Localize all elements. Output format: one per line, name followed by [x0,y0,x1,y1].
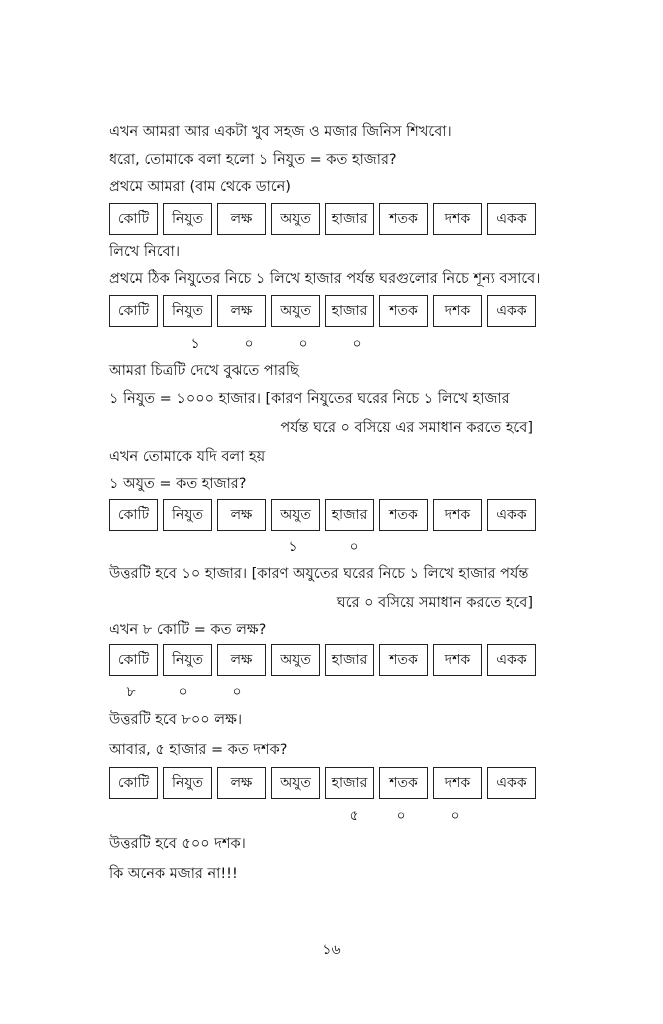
place-box-shotok: শতক [379,499,428,531]
place-box-koti: কোটি [109,203,158,235]
place-box-ekok: একক [487,499,536,531]
after-table-1-line: লিখে নিবো। [109,244,180,260]
result-2-line-1: উত্তরটি হবে ১০ হাজার। [কারণ অযুতের ঘরের নিচে ১ লিখে হাজার পর্যন্ত [109,566,529,582]
digit: ১ [190,336,200,352]
place-box-ojut: অযুত [271,767,320,799]
place-value-table-1 [109,203,539,235]
place-box-ekok: একক [487,295,536,327]
place-box-doshok: দশক [433,203,482,235]
place-box-shotok: শতক [379,644,428,676]
digit-row-5 [109,806,539,826]
instruction-line: প্রথমে ঠিক নিযুতের নিচে ১ লিখে হাজার পর্যন্ত ঘরগুলোর নিচে শূন্য বসাবে। [109,271,541,287]
digit: ০ [232,684,242,700]
question-4: আবার, ৫ হাজার = কত দশক? [109,742,288,758]
result-3: উত্তরটি হবে ৮০০ লক্ষ। [109,712,243,728]
result-2-line-2: ঘরে ০ বসিয়ে সমাধান করতে হবে] [336,595,533,611]
place-box-doshok: দশক [433,295,482,327]
result-1-line-2: পর্যন্ত ঘরে ০ বসিয়ে এর সমাধান করতে হবে] [280,420,533,436]
digit: ০ [450,808,460,824]
place-box-hajar: হাজার [325,767,374,799]
place-box-lokkho: লক্ষ [217,644,266,676]
result-4: উত্তরটি হবে ৫০০ দশক। [109,836,246,852]
place-box-lokkho: লক্ষ [217,767,266,799]
place-value-table-5 [109,767,539,799]
place-box-doshok: দশক [433,644,482,676]
place-box-niyut: নিযুত [163,295,212,327]
digit: ১ [288,539,298,555]
result-1-line-1: ১ নিযুত = ১০০০ হাজার। [কারণ নিযুতের ঘরের নিচে ১ লিখে হাজার [109,391,510,407]
place-box-ekok: একক [487,203,536,235]
place-box-shotok: শতক [379,767,428,799]
place-box-doshok: দশক [433,499,482,531]
place-box-ojut: অযুত [271,203,320,235]
place-box-hajar: হাজার [325,295,374,327]
page-number: ১৬ [322,942,341,958]
digit: ৮ [126,684,136,700]
digit: ০ [244,336,254,352]
place-box-ojut: অযুত [271,644,320,676]
place-box-lokkho: লক্ষ [217,295,266,327]
question-2-line-2: ১ অযুত = কত হাজার? [109,476,247,492]
place-value-table-3 [109,499,539,531]
place-box-hajar: হাজার [325,203,374,235]
place-box-doshok: দশক [433,767,482,799]
place-value-table-4 [109,644,539,676]
place-box-lokkho: লক্ষ [217,203,266,235]
place-box-ojut: অযুত [271,499,320,531]
place-box-lokkho: লক্ষ [217,499,266,531]
place-box-niyut: নিযুত [163,644,212,676]
place-box-shotok: শতক [379,295,428,327]
question-2-line-1: এখন তোমাকে যদি বলা হয় [109,449,266,465]
place-box-ekok: একক [487,644,536,676]
place-box-koti: কোটি [109,644,158,676]
observation-line: আমরা চিত্রটি দেখে বুঝতে পারছি [109,363,299,379]
digit-row-3 [109,537,539,557]
place-box-ojut: অযুত [271,295,320,327]
intro-line-1: এখন আমরা আর একটা খুব সহজ ও মজার জিনিস শিখবো। [109,124,452,140]
place-box-niyut: নিযুত [163,767,212,799]
place-value-table-2 [109,295,539,327]
place-box-hajar: হাজার [325,499,374,531]
digit: ৫ [349,808,359,824]
digit: ০ [352,336,362,352]
digit: ০ [396,808,406,824]
digit: ০ [178,684,188,700]
place-box-ekok: একক [487,767,536,799]
place-box-koti: কোটি [109,499,158,531]
question-3: এখন ৮ কোটি = কত লক্ষ? [109,622,267,638]
place-box-koti: কোটি [109,295,158,327]
place-box-hajar: হাজার [325,644,374,676]
digit-row-4 [109,682,539,702]
place-box-niyut: নিযুত [163,499,212,531]
digit: ০ [349,539,359,555]
digit-row-2 [109,334,539,354]
intro-line-2: ধরো, তোমাকে বলা হলো ১ নিযুত = কত হাজার? [109,152,397,168]
intro-line-3: প্রথমে আমরা (বাম থেকে ডানে) [109,179,291,195]
place-box-shotok: শতক [379,203,428,235]
digit: ০ [298,336,308,352]
closing-line: কি অনেক মজার না!!! [109,866,238,882]
place-box-koti: কোটি [109,767,158,799]
place-box-niyut: নিযুত [163,203,212,235]
